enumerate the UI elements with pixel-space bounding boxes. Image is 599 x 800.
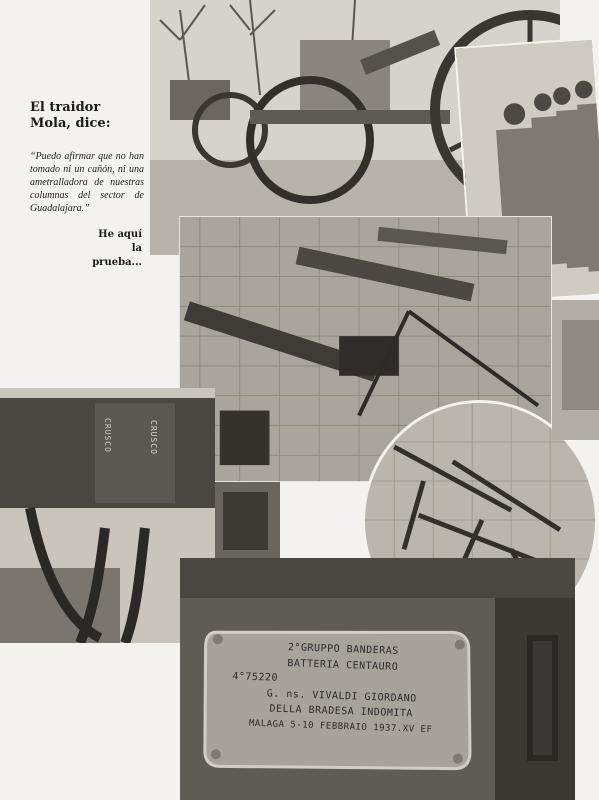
plaque-inscription: [220, 638, 463, 739]
answer-text: [80, 228, 142, 270]
answer-line: He aquí: [98, 229, 142, 240]
plaque-line: BATTERIA CENTAURO: [287, 657, 399, 673]
plaque-line: G. ns. VIVALDI GIORDANO: [266, 687, 417, 705]
quote-text: “Puedo afirmar que no han tomado ni un cañón, ni una ametralladora de nuestras columnas del sector de Guadalajara.”: [30, 151, 144, 214]
plaque-line: 4°75220: [232, 671, 279, 684]
answer-line: la prueba...: [92, 243, 142, 268]
headline-line: Mola, dice:: [30, 116, 111, 131]
plaque-line: 2°GRUPPO BANDERAS: [287, 642, 399, 657]
photo-right-edge: [552, 300, 599, 440]
barrel-stencil: CRUSCO: [149, 420, 158, 455]
plaque-line: MALAGA 5-10 FEBBRAIO 1937.XV EF: [248, 718, 433, 735]
plaque-line: DELLA BRADESA INDOMITA: [269, 703, 414, 720]
headline: [30, 100, 142, 132]
headline-line: El traidor: [30, 100, 101, 115]
barrel-stencil: CRUSCO: [103, 418, 112, 453]
photo-breech-detail: [215, 482, 280, 560]
